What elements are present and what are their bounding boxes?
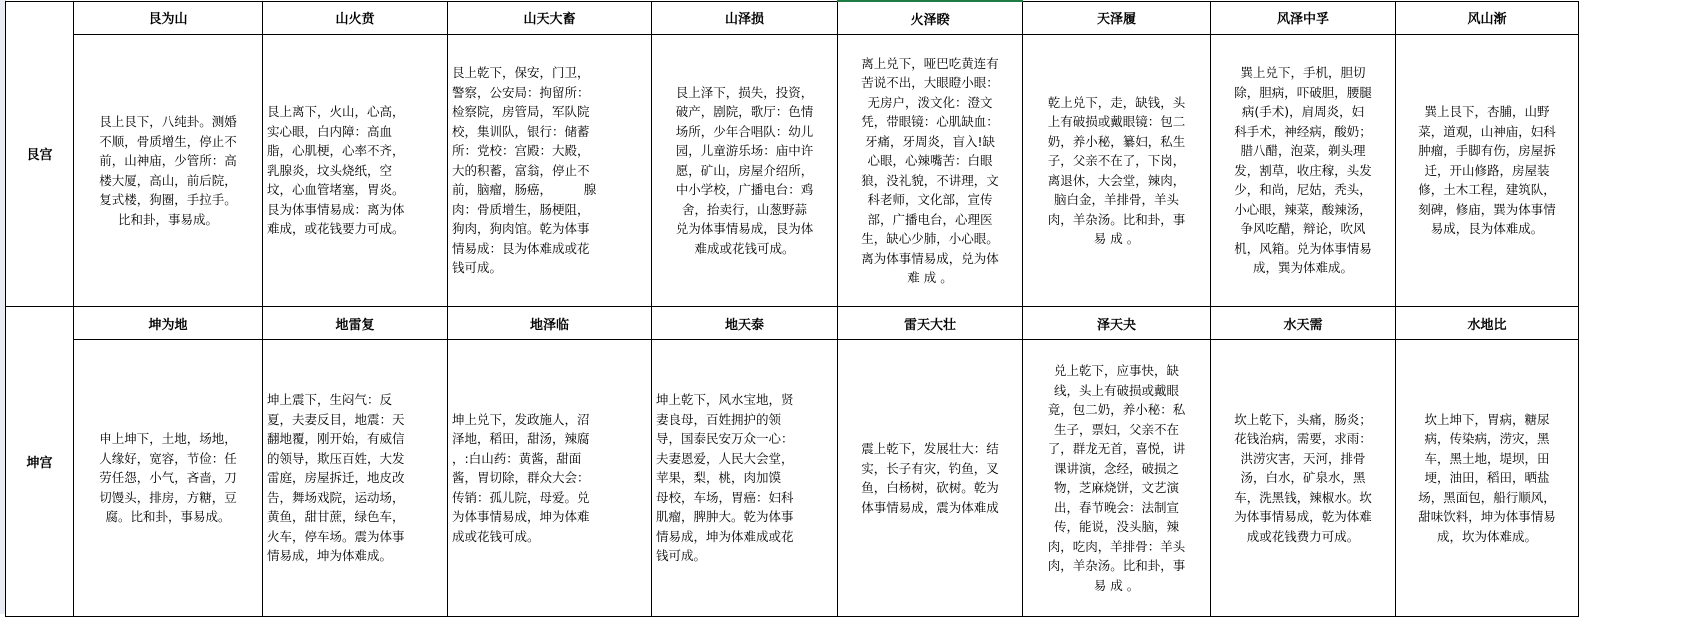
hexagram-title[interactable]: 山泽损 [652, 1, 838, 35]
hexagram-description[interactable]: 巽上兑下，手机，胆切 除，胆病，吓破胆，腰腿 病(手术)，肩周炎，妇 科手术，神经病，酸奶； 腊八醋，泡菜，剃头理 发，割草，收庄稼，头发 少，和尚，尼姑，秃头， 小心眼，辣菜，酸辣汤， 争风吃醋，辩论，吹风 机，风箱。兑为体事情易 成，巽为体难成。 [1211, 35, 1396, 307]
palace-kun[interactable]: 坤宫 [6, 307, 74, 617]
gen-body-row [6, 35, 1579, 307]
hexagram-title[interactable]: 泽天夬 [1023, 307, 1211, 340]
hexagram-description[interactable]: 艮上艮下，八纯卦。测婚 不顺，骨质增生，停止不 前，山神庙，少管所：高 楼大厦，高山，前后院， 复式楼，狗圈，手拉手。 比和卦，事易成。 [74, 35, 263, 307]
hexagram-description[interactable]: 坤上乾下，风水宝地，贤 妻良母，百姓拥护的领 导，国泰民安万众一心： 夫妻恩爱，人民大会堂， 苹果，梨，桃，肉加馍 母校，车场，胃癌：妇科 肌瘤，脾肿大。乾为体事 情易成，坤为体难成或花 钱可成。 [652, 340, 838, 617]
hexagram-title[interactable]: 水地比 [1396, 307, 1579, 340]
hexagram-description[interactable]: 坎上坤下，胃病，糖尿 病，传染病，涝灾，黑 车，黑土地，堤坝，田 埂，油田，稻田，晒盐 场，黑面包，船行顺风， 甜味饮料，坤为体事情易 成，坎为体难成。 [1396, 340, 1579, 617]
hexagram-description[interactable]: 艮上泽下，损失，投资， 破产，剧院，歌厅：色情 场所，少年合唱队：幼儿 园，儿童游乐场：庙中许 愿，矿山，房屋介绍所， 中小学校，广播电台：鸡 舍，抬卖行，山葱野蒜 兑为体事情易成，艮为体 难成或花钱可成。 [652, 35, 838, 307]
hexagram-description[interactable]: 震上乾下，发展壮大：结 实，长子有灾，钓鱼，叉 鱼，白杨树，砍树。乾为 体事情易成，震为体难成 [838, 340, 1023, 617]
hexagram-title[interactable]: 坤为地 [74, 307, 263, 340]
hexagram-title[interactable]: 地天泰 [652, 307, 838, 340]
hexagram-description[interactable]: 坤上震下，生闷气：反 夏，夫妻反目，地震：天 翻地覆，刚开始，有威信 的领导，欺压百姓，大发 雷庭，房屋拆迁，地皮改 告，舞场戏院，运动场， 黄鱼，甜甘蔗，绿色车， 火车，停车场。震为体事 情易成，坤为体难成。 [263, 340, 448, 617]
hexagram-description[interactable]: 坎上乾下，头痛，肠炎； 花钱治病，需要，求雨： 洪涝灾害，天河，排骨 汤，白水，矿泉水，黑 车，洗黑钱，辣椒水。坎 为体事情易成，乾为体难 成或花钱费力可成。 [1211, 340, 1396, 617]
kun-body-row [6, 340, 1579, 617]
hexagram-title[interactable]: 水天需 [1211, 307, 1396, 340]
palace-gen[interactable]: 艮宫 [6, 1, 74, 307]
hexagram-title[interactable]: 风泽中孚 [1211, 1, 1396, 35]
hexagram-description[interactable]: 申上坤下，土地，场地， 人缘好，宽容，节俭：任 劳任怨，小气，吝啬，刀 切馒头，排房，方糖，豆 腐。比和卦，事易成。 [74, 340, 263, 617]
kun-header-row [6, 307, 1579, 340]
hexagram-description[interactable]: 艮上乾下，保安，门卫， 警察，公安局：拘留所： 检察院，房管局，军队院 校，集训队，银行：储蓄 所：党校：宫殿：大殿， 大的积蓄，富翁，停止不 前，脑瘤，肠癌， 腺 肉：骨质增生，肠梗阻， 狗肉，狗肉馆。乾为体事 情易成：艮为体难成或花 钱可成。 [448, 35, 652, 307]
hexagram-title[interactable]: 山火贲 [263, 1, 448, 35]
hexagram-description[interactable]: 巽上艮下，杏脯，山野 菜，道观，山神庙，妇科 肿瘤，手脚有伤，房屋拆 迁，开山修路，房屋装 修，土木工程，建筑队， 刻碑，修庙，巽为体事情 易成，艮为体难成。 [1396, 35, 1579, 307]
hexagram-description[interactable]: 兑上乾下，应事快，缺 线，头上有破损或戴眼 竟，包二奶，养小秘：私 生子，票妇，父亲不在 了，群龙无首，喜悦，讲 课讲演，念经，破损之 物，芝麻烧饼，文艺演 出，春节晚会：法制宣 传，能说，没头脑，辣 肉，吃肉，羊排骨：羊头 肉，羊杂汤。比和卦，事 易 成 。 [1023, 340, 1211, 617]
hexagram-description[interactable]: 艮上离下，火山，心高， 实心眼，白内障：高血 脂，心肌梗，心率不齐， 乳腺炎，坟头烧纸，空 坟，心血管堵塞，胃炎。 艮为体事情易成：离为体 难成，或花钱要力可成。 [263, 35, 448, 307]
hexagram-title[interactable]: 雷天大壮 [838, 307, 1023, 340]
hexagram-title-selected[interactable]: 火泽睽 [838, 1, 1023, 35]
hexagram-description[interactable]: 离上兑下，哑巴吃黄连有 苦说不出，大眼瞪小眼： 无房户，泼文化：澄文 凭，带眼镜：心肌缺血： 牙痛，牙周炎，盲入!缺 心眼，心辣嘴苦：白眼 狼，没礼貌，不讲理，文 科老师，文化部，宣传 部，广播电台，心理医 生，缺心少肺，小心眼。 离为体事情易成，兑为体 难 成 。 [838, 35, 1023, 307]
hexagram-table [5, 0, 1579, 617]
hexagram-title[interactable]: 地泽临 [448, 307, 652, 340]
hexagram-title[interactable]: 艮为山 [74, 1, 263, 35]
hexagram-title[interactable]: 风山渐 [1396, 1, 1579, 35]
hexagram-description[interactable]: 坤上兑下，发政施人，沼 泽地，稻田，甜汤，辣腐 ，:白山药：黄酱，甜面 酱，胃切除，群众大会： 传销：孤儿院，母爱。兑 为体事情易成，坤为体难 成或花钱可成。 [448, 340, 652, 617]
hexagram-title[interactable]: 山天大畜 [448, 1, 652, 35]
hexagram-description[interactable]: 乾上兑下，走，缺钱，头 上有破损或戴眼镜：包二 奶，养小秘，纂妇，私生 子，父亲不在了，下岗， 离退休，大会堂，辣肉， 脑白金，羊排骨，羊头 肉，羊杂汤。比和卦，事 易 成 。 [1023, 35, 1211, 307]
hexagram-title[interactable]: 地雷复 [263, 307, 448, 340]
gen-header-row [6, 1, 1579, 35]
hexagram-title[interactable]: 天泽履 [1023, 1, 1211, 35]
